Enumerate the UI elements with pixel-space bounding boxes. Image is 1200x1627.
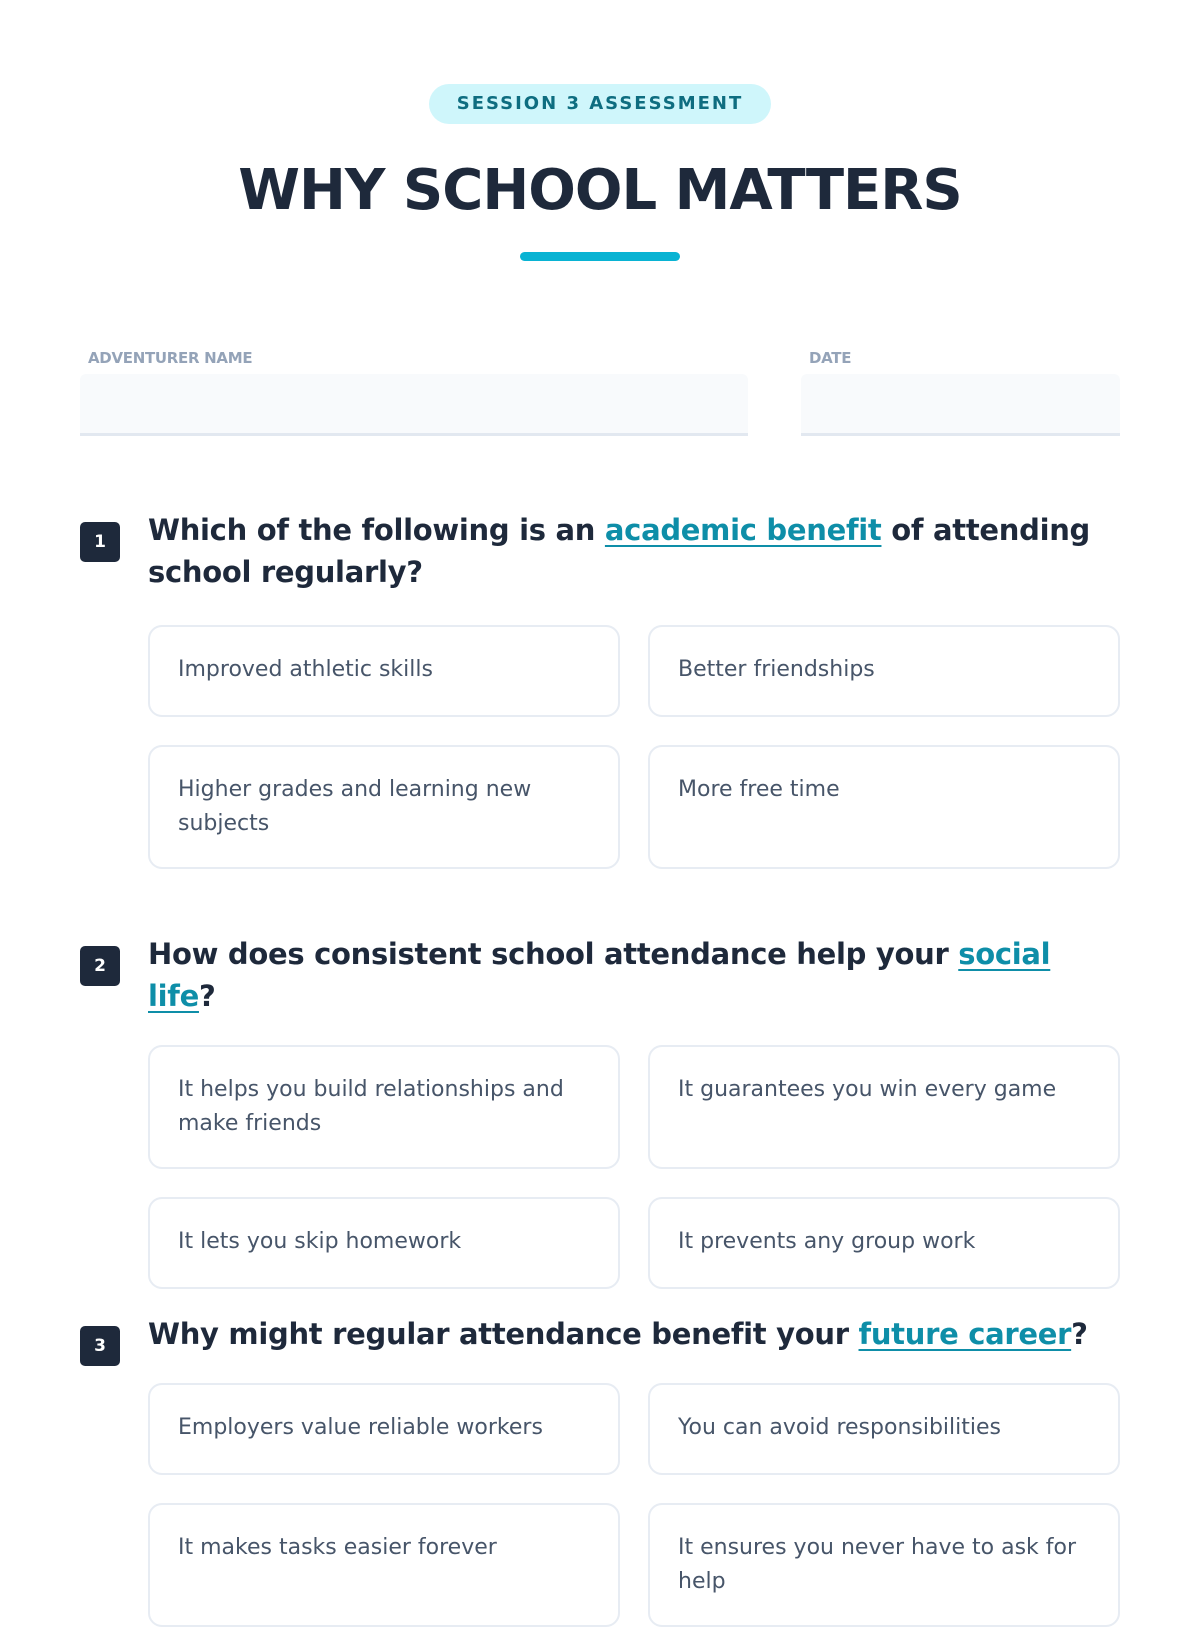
- answer-option-a[interactable]: It helps you build relationships and make friends: [148, 1045, 620, 1169]
- date-input[interactable]: [801, 374, 1120, 436]
- question-text: [148, 1312, 1120, 1355]
- question-number: 1: [80, 522, 120, 562]
- title-underline: [520, 252, 680, 261]
- question-number: 3: [80, 1326, 120, 1366]
- question-text-before: How does consistent school attendance help your: [148, 937, 959, 971]
- question-1: [80, 508, 1120, 869]
- question-text: [148, 932, 1120, 1017]
- worksheet-header: [0, 0, 1200, 261]
- answer-option-b[interactable]: Better friendships: [648, 625, 1120, 717]
- answer-options: [148, 1045, 1120, 1289]
- answer-option-d[interactable]: It ensures you never have to ask for help: [648, 1503, 1120, 1627]
- student-info-fields: [80, 348, 1120, 440]
- answer-option-b[interactable]: You can avoid responsibilities: [648, 1383, 1120, 1475]
- answer-option-d[interactable]: It prevents any group work: [648, 1197, 1120, 1289]
- answer-options: [148, 1383, 1120, 1627]
- question-text: [148, 508, 1120, 593]
- session-badge: SESSION 3 ASSESSMENT: [429, 84, 772, 124]
- answer-option-a[interactable]: Improved athletic skills: [148, 625, 620, 717]
- answer-option-c[interactable]: It makes tasks easier forever: [148, 1503, 620, 1627]
- question-highlight: social life: [148, 937, 1051, 1013]
- question-text-after: ?: [1071, 1317, 1088, 1351]
- name-label: ADVENTURER NAME: [88, 349, 253, 367]
- date-label: DATE: [809, 349, 852, 367]
- answer-option-a[interactable]: Employers value reliable workers: [148, 1383, 620, 1475]
- question-text-after: of attending school regularly?: [148, 513, 1091, 589]
- answer-option-c[interactable]: Higher grades and learning new subjects: [148, 745, 620, 869]
- name-input[interactable]: [80, 374, 748, 436]
- question-highlight: academic benefit: [604, 513, 882, 547]
- answer-option-c[interactable]: It lets you skip homework: [148, 1197, 620, 1289]
- page-title: WHY SCHOOL MATTERS: [238, 158, 962, 223]
- question-highlight: future career: [858, 1317, 1072, 1351]
- answer-option-b[interactable]: It guarantees you win every game: [648, 1045, 1120, 1169]
- question-text-before: Which of the following is an: [148, 513, 605, 547]
- question-2: [80, 932, 1120, 1289]
- date-field-group: [801, 348, 1120, 436]
- name-field-group: [80, 348, 748, 436]
- question-text-before: Why might regular attendance benefit your: [148, 1317, 859, 1351]
- answer-option-d[interactable]: More free time: [648, 745, 1120, 869]
- question-number: 2: [80, 946, 120, 986]
- question-3: [80, 1312, 1120, 1627]
- answer-options: [148, 625, 1120, 869]
- question-text-after: ?: [198, 979, 216, 1013]
